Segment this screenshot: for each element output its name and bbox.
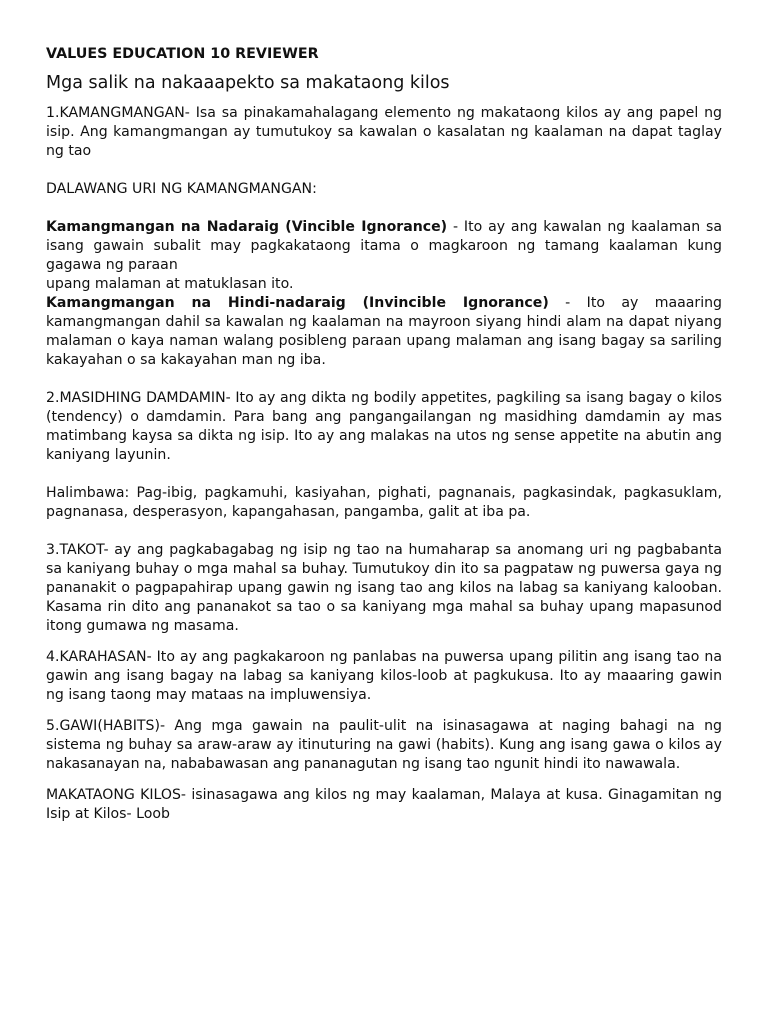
invincible-ignorance-term: Kamangmangan na Hindi-nadaraig (Invincible Ignorance) — [46, 295, 549, 311]
document-title: VALUES EDUCATION 10 REVIEWER — [46, 46, 319, 62]
paragraph-gawi: 5.GAWI(HABITS)- Ang mga gawain na paulit-ulit na isinasagawa at naging bahagi na ng sistema ng buhay sa araw-araw ay itinuturing na gawi (habits). Kung ang isang gawa o kilos ay nakasanayan na, nababawasan ang pananagutan ng isang tao ngunit hindi ito nawawala. — [46, 718, 722, 772]
vincible-ignorance-text: - Ito ay ang kawalan ng kaalaman sa isang gawain subalit may pagkakataong itama o magkaroon ng tamang kaalaman kung gagawa ng paraan — [46, 219, 722, 273]
invincible-ignorance-definition — [46, 294, 722, 370]
vincible-ignorance-term: Kamangmangan na Nadaraig (Vincible Ignorance) — [46, 219, 448, 235]
invincible-ignorance-text: - Ito ay maaaring kamangmangan dahil sa kawalan ng kaalaman na mayroon siyang hindi alam na dapat niyang malaman o kaya naman walang posibleng paraan upang malaman ang isang bagay sa sariling kakayahan o sa kakayahan man ng iba. — [46, 295, 722, 368]
document-page — [46, 45, 722, 824]
paragraph-karahasan: 4.KARAHASAN- Ito ay ang pagkakaroon ng panlabas na puwersa upang pilitin ang isang tao na gawin ang isang bagay na labag sa kaniyang kilos-loob at pagkukusa. Ito ay maaaring gawin ng isang taong may mataas na impluwensiya. — [46, 649, 722, 703]
paragraph-halimbawa: Halimbawa: Pag-ibig, pagkamuhi, kasiyahan, pighati, pagnanais, pagkasindak, pagkasuklam, pagnanasa, desperasyon, kapangahasan, pangamba, galit at iba pa. — [46, 485, 722, 520]
vincible-ignorance-definition — [46, 218, 722, 275]
paragraph-takot: 3.TAKOT- ay ang pagkabagabag ng isip ng tao na humaharap sa anomang uri ng pagbabanta sa kaniyang buhay o mga mahal sa buhay. Tumutukoy din ito sa pagpataw ng puwersa gaya ng pananakit o pagpapahirap upang gawin ng isang tao ang kilos na labag sa kaniyang kalooban. Kasama rin dito ang pananakot sa tao o sa kaniyang mga mahal sa buhay upang mapasunod itong gumawa ng masama. — [46, 542, 722, 634]
types-heading: DALAWANG URI NG KAMANGMANGAN: — [46, 181, 317, 197]
paragraph-masidhing-damdamin: 2.MASIDHING DAMDAMIN- Ito ay ang dikta ng bodily appetites, pagkiling sa isang bagay o kilos (tendency) o damdamin. Para bang ang pangangailangan ng masidhing damdamin ay mas matimbang kaysa sa dikta ng isip. Ito ay ang malakas na utos ng sense appetite na abutin ang kaniyang layunin. — [46, 390, 722, 463]
document-subtitle: Mga salik na nakaaapekto sa makataong kilos — [46, 73, 450, 93]
vincible-ignorance-continuation: upang malaman at matuklasan ito. — [46, 276, 294, 292]
paragraph-kamangmangan: 1.KAMANGMANGAN- Isa sa pinakamahalagang elemento ng makataong kilos ay ang papel ng isip. Ang kamangmangan ay tumutukoy sa kawalan o kasalatan ng kaalaman na dapat taglay ng tao — [46, 105, 722, 159]
paragraph-makataong-kilos: MAKATAONG KILOS- isinasagawa ang kilos ng may kaalaman, Malaya at kusa. Ginagamitan ng Isip at Kilos- Loob — [46, 787, 722, 822]
